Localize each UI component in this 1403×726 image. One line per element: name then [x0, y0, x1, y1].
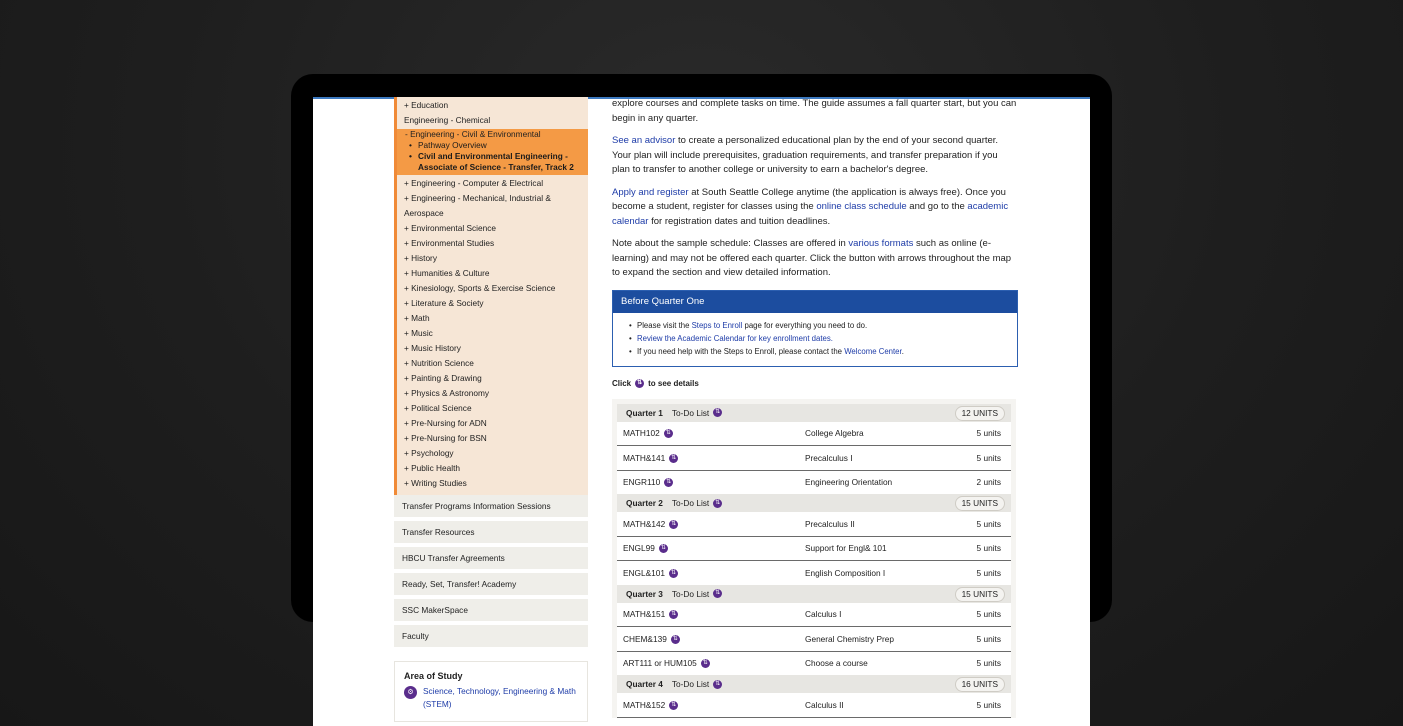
course-row — [617, 627, 1011, 652]
sidebar — [394, 97, 588, 726]
active-sublist — [405, 140, 588, 173]
note-paragraph — [612, 237, 1018, 281]
expand-arrows-icon[interactable]: ⇅ — [665, 430, 671, 437]
sidebar-link-faculty[interactable]: Faculty — [394, 625, 588, 649]
course-code-cell — [617, 634, 805, 644]
course-code: CHEM&139 — [623, 633, 667, 644]
subnav-item[interactable]: + Environmental Science — [404, 223, 497, 233]
subnav-item[interactable]: + Music History — [404, 343, 461, 353]
course-units: 5 units — [976, 543, 1001, 554]
apply-text-2: and go to the — [906, 201, 968, 212]
list-text: Please visit the — [637, 320, 692, 330]
course-name: Engineering Orientation — [805, 477, 893, 488]
course-row — [617, 422, 1011, 447]
course-name: General Chemistry Prep — [805, 633, 894, 644]
area-of-study-title: Area of Study — [404, 671, 463, 681]
steps-to-enroll-link[interactable]: Steps to Enroll — [691, 320, 743, 330]
course-code-cell — [617, 609, 805, 619]
subnav-item[interactable]: + Environmental Studies — [404, 238, 495, 248]
subnav-item[interactable]: + Pre-Nursing for ADN — [404, 418, 487, 428]
area-of-study-link[interactable]: Science, Technology, Engineering & Math (STEM) — [423, 686, 576, 709]
subnav-child-pathway-overview[interactable]: • Pathway Overview — [409, 140, 588, 151]
quarter-header[interactable] — [617, 585, 1011, 603]
quarter-header[interactable] — [617, 404, 1011, 422]
list-item — [637, 319, 1017, 332]
course-row — [617, 652, 1011, 676]
apply-paragraph — [612, 186, 1018, 230]
course-row — [617, 471, 1011, 495]
course-units: 5 units — [976, 452, 1001, 463]
subnav-child-current[interactable]: • Civil and Environmental Engineering - Associate of Science - Transfer, Track 2 — [409, 151, 588, 173]
subnav-item[interactable]: + Humanities & Culture — [404, 268, 490, 278]
subnav-item[interactable]: Engineering - Chemical — [404, 115, 491, 125]
subnav-item[interactable]: + Engineering - Computer & Electrical — [404, 178, 544, 188]
course-code-cell — [617, 543, 805, 553]
course-units: 5 units — [976, 633, 1001, 644]
course-code-cell — [617, 428, 805, 438]
see-advisor-link[interactable]: See an advisor — [612, 135, 676, 146]
expand-arrows-icon[interactable]: ⇅ — [672, 635, 678, 642]
expand-arrows-icon[interactable]: ⇅ — [715, 499, 721, 506]
course-units: 5 units — [976, 658, 1001, 669]
sidebar-link-makerspace[interactable]: SSC MakerSpace — [394, 599, 588, 623]
subnav-item[interactable]: + Physics & Astronomy — [404, 388, 490, 398]
subnav-item[interactable]: + Music — [404, 328, 433, 338]
subnav-item[interactable]: + Nutrition Science — [404, 358, 474, 368]
expand-arrows-icon[interactable]: ⇅ — [671, 454, 677, 461]
quarter-title: Quarter 4 — [626, 679, 663, 689]
various-formats-link[interactable]: various formats — [848, 238, 914, 249]
review-calendar-link[interactable]: Review the Academic Calendar for key enrollment dates. — [637, 333, 833, 343]
quarter-header[interactable] — [617, 494, 1011, 512]
course-name: Choose a course — [805, 658, 868, 669]
course-name: Support for Engl& 101 — [805, 543, 887, 554]
list-text: page for everything you need to do. — [742, 320, 868, 330]
course-code: MATH&142 — [623, 518, 666, 529]
course-row — [617, 446, 1011, 471]
course-row — [617, 603, 1011, 628]
subnav-item[interactable]: + Literature & Society — [404, 298, 484, 308]
expand-arrows-icon[interactable]: ⇅ — [671, 520, 677, 527]
course-units: 5 units — [976, 518, 1001, 529]
list-text: . — [901, 346, 904, 356]
quarter-header[interactable] — [617, 675, 1011, 693]
click-hint — [612, 379, 1018, 388]
list-text: If you need help with the Steps to Enroll, please contact the — [637, 346, 845, 356]
subnav-item[interactable]: + History — [404, 253, 437, 263]
main-content — [612, 97, 1018, 718]
todo-label: To-Do List — [671, 498, 710, 508]
subnav-item-active[interactable] — [397, 129, 588, 175]
apply-text-1: at South Seattle College anytime (the application is always free). Once you become a student, register for classes using the — [612, 186, 1006, 212]
sample-schedule — [612, 399, 1016, 718]
welcome-center-link[interactable]: Welcome Center — [844, 346, 902, 356]
sidebar-link-transfer-resources[interactable]: Transfer Resources — [394, 521, 588, 545]
expand-arrows-icon[interactable]: ⇅ — [671, 611, 677, 618]
quarter-units-badge: 12 UNITS — [955, 406, 1005, 421]
quarter-title: Quarter 3 — [626, 588, 663, 599]
course-row — [617, 693, 1011, 718]
subnav-item[interactable]: + Political Science — [404, 403, 472, 413]
quarter-units-badge: 15 UNITS — [955, 496, 1005, 511]
sidebar-link-hbcu[interactable]: HBCU Transfer Agreements — [394, 547, 588, 571]
subnav-item[interactable]: + Kinesiology, Sports & Exercise Science — [404, 283, 556, 293]
click-hint-pre: Click — [612, 378, 632, 388]
note-text-2: such as online (e-learning) and may not be offered each quarter. Click the button with arrows throughout the map to expand the section and view detailed information. — [612, 238, 1012, 278]
course-code: ART111 or HUM105 — [623, 658, 697, 669]
web-page — [313, 97, 1090, 726]
course-code-cell — [617, 568, 805, 578]
course-code: MATH&151 — [623, 609, 666, 620]
course-code-cell — [617, 700, 805, 710]
stem-icon: ⚙ — [404, 686, 417, 699]
intro-paragraph: explore courses and complete tasks on time. The guide assumes a fall quarter start, but you can begin in any quarter. — [612, 98, 1017, 124]
academic-calendar-link[interactable]: academic calendar — [612, 201, 1009, 227]
sidebar-link-academy[interactable]: Ready, Set, Transfer! Academy — [394, 573, 588, 597]
before-quarter-one-box — [612, 290, 1018, 367]
list-item — [637, 332, 1017, 345]
list-item — [637, 345, 1017, 358]
course-name: Precalculus II — [805, 518, 855, 529]
apply-text-3: for registration dates and tuition deadlines. — [648, 215, 831, 227]
course-row — [617, 537, 1011, 562]
advisor-text: to create a personalized educational plan by the end of your second quarter. Your plan will include prerequisites, graduation requirements, and transfer preparation if you plan to transfer to another college or university to earn a bachelor's degree. — [612, 135, 999, 175]
course-code: MATH&141 — [623, 452, 666, 463]
sidebar-link-info-sessions[interactable]: Transfer Programs Information Sessions — [394, 495, 588, 519]
quarter-units-badge: 15 UNITS — [955, 587, 1005, 602]
course-code: MATH&152 — [623, 699, 666, 710]
course-name: College Algebra — [805, 428, 864, 439]
expand-arrows-icon[interactable]: ⇅ — [671, 701, 677, 708]
course-units: 5 units — [976, 428, 1001, 439]
course-name: English Composition I — [805, 567, 886, 578]
course-code-cell — [617, 519, 805, 529]
pathway-subnav — [394, 97, 588, 495]
subnav-item[interactable]: + Writing Studies — [404, 478, 467, 488]
expand-arrows-icon[interactable]: ⇅ — [715, 409, 721, 415]
subnav-item[interactable]: + Math — [404, 313, 430, 323]
course-units: 5 units — [976, 567, 1001, 578]
area-of-study-row — [395, 685, 587, 711]
expand-arrows-icon[interactable]: ⇅ — [660, 545, 666, 552]
advisor-paragraph — [612, 134, 1018, 178]
area-of-study-card — [394, 661, 588, 722]
course-units: 2 units — [976, 477, 1001, 488]
quarter-units-badge: 16 UNITS — [955, 677, 1005, 692]
quarter-title: Quarter 2 — [626, 498, 663, 508]
course-code-cell — [617, 453, 805, 463]
subnav-item[interactable]: + Painting & Drawing — [404, 373, 482, 383]
course-name: Precalculus I — [805, 452, 853, 463]
expand-arrows-icon[interactable]: ⇅ — [666, 479, 672, 486]
online-class-schedule-link[interactable]: online class schedule — [816, 201, 907, 212]
course-row — [617, 512, 1011, 537]
subnav-item[interactable]: + Psychology — [404, 448, 454, 458]
click-hint-post: to see details — [648, 378, 699, 388]
before-quarter-one-title: Before Quarter One — [613, 291, 1017, 313]
course-code: ENGR110 — [623, 477, 661, 488]
expand-arrows-icon: ⇅ — [637, 379, 643, 386]
quarter-title: Quarter 1 — [626, 407, 663, 418]
subnav-item[interactable]: + Pre-Nursing for BSN — [404, 433, 487, 443]
expand-arrows-icon[interactable]: ⇅ — [702, 660, 708, 667]
todo-label: To-Do List — [671, 588, 710, 599]
course-units: 5 units — [976, 699, 1001, 710]
course-name: Calculus II — [805, 699, 844, 710]
course-code: MATH102 — [623, 428, 660, 439]
course-code-cell — [617, 477, 805, 487]
course-row — [617, 561, 1011, 585]
course-code: ENGL&101 — [623, 567, 665, 578]
todo-label: To-Do List — [671, 679, 710, 689]
expand-arrows-icon[interactable]: ⇅ — [670, 569, 676, 576]
subnav-item[interactable]: + Engineering - Mechanical, Industrial & Aerospace — [404, 193, 551, 218]
before-quarter-one-list — [613, 313, 1017, 366]
expand-arrows-icon[interactable]: ⇅ — [715, 680, 721, 687]
apply-register-link[interactable]: Apply and register — [612, 186, 689, 198]
course-name: Calculus I — [805, 609, 842, 620]
note-text-1: Note about the sample schedule: Classes are offered in — [612, 238, 849, 249]
active-item-label[interactable]: - Engineering - Civil & Environmental — [405, 129, 541, 139]
course-code: ENGL99 — [623, 543, 655, 554]
course-code-cell — [617, 658, 805, 668]
subnav-item[interactable]: + Public Health — [404, 463, 461, 473]
expand-arrows-icon[interactable]: ⇅ — [715, 590, 721, 596]
subnav-item[interactable]: + Education — [404, 100, 449, 110]
course-units: 5 units — [976, 609, 1001, 620]
todo-label: To-Do List — [671, 407, 710, 418]
